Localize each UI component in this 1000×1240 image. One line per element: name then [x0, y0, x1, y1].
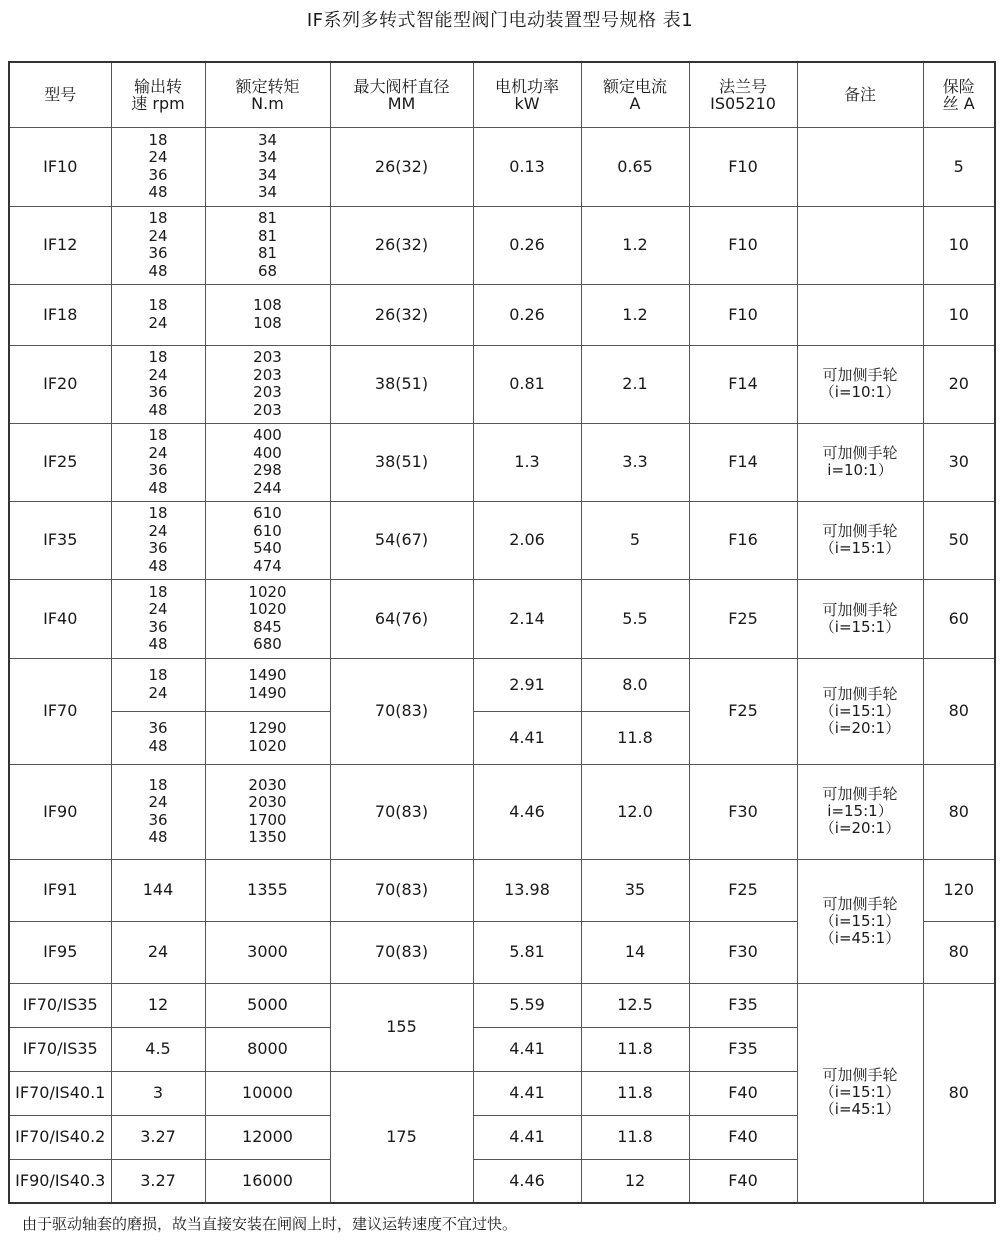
torque-cell: 400 400 298 244 [205, 423, 330, 501]
model-cell: IF12 [9, 206, 111, 284]
speed-cell: 3.27 [111, 1159, 205, 1203]
torque-cell: 3000 [205, 921, 330, 983]
current-cell: 5.5 [581, 579, 689, 658]
current-cell: 0.65 [581, 127, 689, 206]
flange-cell: F30 [689, 764, 797, 859]
table-row [9, 127, 995, 206]
current-cell: 3.3 [581, 423, 689, 501]
table-row [9, 983, 995, 1027]
flange-cell: F14 [689, 345, 797, 423]
torque-cell: 2030 2030 1700 1350 [205, 764, 330, 859]
speed-cell: 144 [111, 859, 205, 921]
flange-cell: F25 [689, 579, 797, 658]
fuse-cell: 30 [923, 423, 995, 501]
torque-cell: 203 203 203 203 [205, 345, 330, 423]
note-cell: 可加侧手轮 （i=15:1） （i=20:1） [797, 658, 923, 764]
speed-cell: 3.27 [111, 1115, 205, 1159]
note-cell: 可加侧手轮 （i=15:1） （i=45:1） [797, 983, 923, 1203]
flange-cell: F10 [689, 206, 797, 284]
stem-cell: 38(51) [330, 345, 473, 423]
fuse-cell: 20 [923, 345, 995, 423]
flange-cell: F40 [689, 1071, 797, 1115]
stem-cell: 175 [330, 1071, 473, 1203]
model-cell: IF18 [9, 284, 111, 345]
flange-cell: F35 [689, 1027, 797, 1071]
power-cell: 1.3 [473, 423, 581, 501]
table-title: IF系列多转式智能型阀门电动装置型号规格 表1 [306, 10, 694, 31]
current-cell: 11.8 [581, 1027, 689, 1071]
power-cell: 2.06 [473, 501, 581, 579]
current-cell: 12.5 [581, 983, 689, 1027]
current-cell: 2.1 [581, 345, 689, 423]
model-cell: IF40 [9, 579, 111, 658]
model-cell: IF10 [9, 127, 111, 206]
fuse-cell: 120 [923, 859, 995, 921]
power-cell: 4.41 [473, 711, 581, 764]
flange-cell: F25 [689, 658, 797, 764]
speed-cell: 18 24 [111, 284, 205, 345]
speed-cell: 3 [111, 1071, 205, 1115]
col-header-flange: 法兰号 IS05210 [689, 62, 797, 127]
stem-cell: 155 [330, 983, 473, 1071]
current-cell: 12.0 [581, 764, 689, 859]
torque-cell: 610 610 540 474 [205, 501, 330, 579]
note-cell: 可加侧手轮 （i=15:1） [797, 501, 923, 579]
table-row [9, 206, 995, 284]
table-row [9, 501, 995, 579]
speed-cell: 18 24 36 48 [111, 579, 205, 658]
speed-cell: 18 24 36 48 [111, 764, 205, 859]
speed-cell: 36 48 [111, 711, 205, 764]
speed-cell: 18 24 36 48 [111, 345, 205, 423]
torque-cell: 1355 [205, 859, 330, 921]
stem-cell: 38(51) [330, 423, 473, 501]
col-header-torque: 额定转矩 N.m [205, 62, 330, 127]
note-cell [797, 127, 923, 206]
flange-cell: F25 [689, 859, 797, 921]
flange-cell: F40 [689, 1159, 797, 1203]
table-row [9, 764, 995, 859]
col-header-fuse: 保险 丝 A [923, 62, 995, 127]
current-cell: 5 [581, 501, 689, 579]
stem-cell: 70(83) [330, 658, 473, 764]
current-cell: 11.8 [581, 1115, 689, 1159]
col-header-speed: 输出转 速 rpm [111, 62, 205, 127]
stem-cell: 64(76) [330, 579, 473, 658]
power-cell: 4.46 [473, 1159, 581, 1203]
speed-cell: 18 24 36 48 [111, 501, 205, 579]
col-header-model: 型号 [9, 62, 111, 127]
power-cell: 4.46 [473, 764, 581, 859]
torque-cell: 1490 1490 [205, 658, 330, 711]
model-cell: IF90/IS40.3 [9, 1159, 111, 1203]
fuse-cell: 50 [923, 501, 995, 579]
power-cell: 2.91 [473, 658, 581, 711]
speed-cell: 18 24 36 48 [111, 127, 205, 206]
power-cell: 4.41 [473, 1115, 581, 1159]
flange-cell: F40 [689, 1115, 797, 1159]
current-cell: 1.2 [581, 206, 689, 284]
power-cell: 0.13 [473, 127, 581, 206]
model-cell: IF70 [9, 658, 111, 764]
torque-cell: 1020 1020 845 680 [205, 579, 330, 658]
table-row [9, 284, 995, 345]
flange-cell: F10 [689, 284, 797, 345]
model-cell: IF20 [9, 345, 111, 423]
col-header-stem: 最大阀杆直径 MM [330, 62, 473, 127]
stem-cell: 26(32) [330, 284, 473, 345]
power-cell: 13.98 [473, 859, 581, 921]
speed-cell: 18 24 [111, 658, 205, 711]
torque-cell: 108 108 [205, 284, 330, 345]
flange-cell: F10 [689, 127, 797, 206]
col-header-note: 备注 [797, 62, 923, 127]
speed-cell: 4.5 [111, 1027, 205, 1071]
footnote: 由于驱动轴套的磨损，故当直接安装在闸阀上时，建议运转速度不宜过快。 [22, 1215, 518, 1233]
stem-cell: 54(67) [330, 501, 473, 579]
torque-cell: 1290 1020 [205, 711, 330, 764]
note-cell: 可加侧手轮 （i=15:1） [797, 579, 923, 658]
model-cell: IF25 [9, 423, 111, 501]
torque-cell: 12000 [205, 1115, 330, 1159]
torque-cell: 81 81 81 68 [205, 206, 330, 284]
torque-cell: 34 34 34 34 [205, 127, 330, 206]
fuse-cell: 80 [923, 921, 995, 983]
table-row [9, 423, 995, 501]
model-cell: IF90 [9, 764, 111, 859]
stem-cell: 70(83) [330, 921, 473, 983]
fuse-cell: 10 [923, 284, 995, 345]
note-cell: 可加侧手轮 i=10:1） [797, 423, 923, 501]
flange-cell: F30 [689, 921, 797, 983]
col-header-power: 电机功率 kW [473, 62, 581, 127]
current-cell: 1.2 [581, 284, 689, 345]
flange-cell: F14 [689, 423, 797, 501]
note-cell [797, 206, 923, 284]
stem-cell: 70(83) [330, 764, 473, 859]
torque-cell: 8000 [205, 1027, 330, 1071]
table-row [9, 345, 995, 423]
current-cell: 35 [581, 859, 689, 921]
note-cell [797, 284, 923, 345]
fuse-cell: 10 [923, 206, 995, 284]
power-cell: 0.26 [473, 206, 581, 284]
power-cell: 4.41 [473, 1071, 581, 1115]
torque-cell: 16000 [205, 1159, 330, 1203]
torque-cell: 10000 [205, 1071, 330, 1115]
stem-cell: 26(32) [330, 206, 473, 284]
fuse-cell: 80 [923, 658, 995, 764]
model-cell: IF70/IS40.2 [9, 1115, 111, 1159]
note-cell: 可加侧手轮 （i=10:1） [797, 345, 923, 423]
stem-cell: 26(32) [330, 127, 473, 206]
flange-cell: F16 [689, 501, 797, 579]
fuse-cell: 60 [923, 579, 995, 658]
power-cell: 0.26 [473, 284, 581, 345]
speed-cell: 18 24 36 48 [111, 423, 205, 501]
table-row [9, 658, 995, 711]
power-cell: 5.81 [473, 921, 581, 983]
note-cell: 可加侧手轮 i=15:1） （i=20:1） [797, 764, 923, 859]
header-row [9, 62, 995, 127]
fuse-cell: 80 [923, 764, 995, 859]
current-cell: 14 [581, 921, 689, 983]
model-cell: IF70/IS40.1 [9, 1071, 111, 1115]
model-cell: IF95 [9, 921, 111, 983]
fuse-cell: 5 [923, 127, 995, 206]
model-cell: IF70/IS35 [9, 983, 111, 1027]
power-cell: 4.41 [473, 1027, 581, 1071]
current-cell: 11.8 [581, 711, 689, 764]
table-row [9, 579, 995, 658]
note-cell: 可加侧手轮 （i=15:1） （i=45:1） [797, 859, 923, 983]
power-cell: 5.59 [473, 983, 581, 1027]
power-cell: 0.81 [473, 345, 581, 423]
torque-cell: 5000 [205, 983, 330, 1027]
flange-cell: F35 [689, 983, 797, 1027]
spec-table [8, 61, 996, 1204]
current-cell: 12 [581, 1159, 689, 1203]
fuse-cell: 80 [923, 983, 995, 1203]
speed-cell: 12 [111, 983, 205, 1027]
power-cell: 2.14 [473, 579, 581, 658]
stem-cell: 70(83) [330, 859, 473, 921]
model-cell: IF70/IS35 [9, 1027, 111, 1071]
col-header-current: 额定电流 A [581, 62, 689, 127]
table-row [9, 859, 995, 921]
current-cell: 11.8 [581, 1071, 689, 1115]
speed-cell: 24 [111, 921, 205, 983]
speed-cell: 18 24 36 48 [111, 206, 205, 284]
model-cell: IF35 [9, 501, 111, 579]
model-cell: IF91 [9, 859, 111, 921]
current-cell: 8.0 [581, 658, 689, 711]
